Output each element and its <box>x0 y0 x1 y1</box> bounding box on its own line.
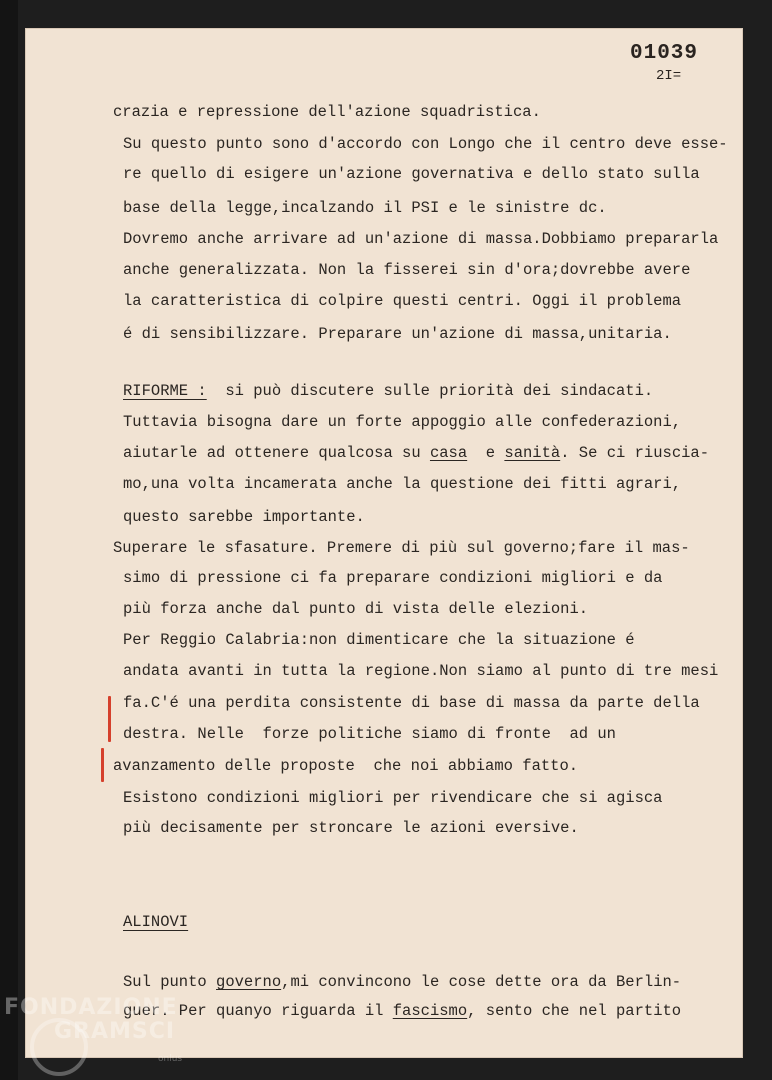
watermark-line-2: GRAMSCI <box>54 1019 176 1044</box>
text-line: Su questo punto sono d'accordo con Longo che il centro deve esse- <box>123 135 728 153</box>
margin-mark <box>108 696 111 742</box>
text-line: questo sarebbe importante. <box>123 508 365 526</box>
text-line: é di sensibilizzare. Preparare un'azione di massa,unitaria. <box>123 325 672 343</box>
text-line: più forza anche dal punto di vista delle elezioni. <box>123 600 589 618</box>
text-line: Esistono condizioni migliori per rivendicare che si agisca <box>123 789 663 807</box>
riforme-line-1 <box>123 381 653 401</box>
watermark <box>4 996 178 1044</box>
margin-mark <box>101 748 104 782</box>
text-line: anche generalizzata. Non la fisserei sin d'ora;dovrebbe avere <box>123 261 691 279</box>
watermark-line-1: FONDAZIONE <box>4 995 178 1020</box>
text-fragment: e <box>467 444 505 462</box>
text-line: la caratteristica di colpire questi centri. Oggi il problema <box>123 292 682 310</box>
underlined-fascismo: fascismo <box>392 1002 468 1020</box>
text-line: simo di pressione ci fa preparare condizioni migliori e da <box>123 569 663 587</box>
riforme-line-3 <box>123 443 709 463</box>
text-line: destra. Nelle forze politiche siamo di fronte ad un <box>123 725 616 743</box>
text-line: più decisamente per stroncare le azioni eversive. <box>123 819 579 837</box>
text-line: Tuttavia bisogna dare un forte appoggio alle confederazioni, <box>123 413 682 431</box>
alinovi-line <box>123 912 216 932</box>
underlined-governo: governo <box>216 973 282 991</box>
watermark-small: onlus <box>158 1054 183 1064</box>
text-line: mo,una volta incamerata anche la questione dei fitti agrari, <box>123 475 682 493</box>
text-line: avanzamento delle proposte che noi abbiamo fatto. <box>113 757 579 775</box>
page-number: 01039 <box>630 42 699 65</box>
riforme-text: si può discutere sulle priorità dei sindacati. <box>206 382 654 400</box>
underlined-sanita: sanità <box>504 444 561 462</box>
page-subnumber: 2I= <box>656 68 682 84</box>
alinovi-line-2 <box>123 1001 681 1021</box>
text-fragment: Sul punto <box>123 973 217 991</box>
riforme-heading: RIFORME : <box>123 382 207 400</box>
text-line: base della legge,incalzando il PSI e le sinistre dc. <box>123 199 607 217</box>
text-line: re quello di esigere un'azione governativa e dello stato sulla <box>123 165 700 183</box>
alinovi-heading: ALINOVI <box>123 913 189 931</box>
text-line: Superare le sfasature. Premere di più sul governo;fare il mas- <box>113 539 690 557</box>
text-fragment: . Se ci riuscia- <box>560 444 710 462</box>
text-line: fa.C'é una perdita consistente di base di massa da parte della <box>123 694 700 712</box>
text-line: andata avanti in tutta la regione.Non siamo al punto di tre mesi <box>123 662 719 680</box>
text-line: crazia e repressione dell'azione squadristica. <box>113 103 541 121</box>
alinovi-line-1 <box>123 972 681 992</box>
text-line: Per Reggio Calabria:non dimenticare che la situazione é <box>123 631 635 649</box>
text-fragment: aiutarle ad ottenere qualcosa su <box>123 444 430 462</box>
text-fragment: ,mi convincono le cose dette ora da Berlin- <box>281 973 682 991</box>
text-fragment: , sento che nel partito <box>467 1002 682 1020</box>
text-fragment: guer. Per quanyo riguarda il <box>123 1002 393 1020</box>
text-line: Dovremo anche arrivare ad un'azione di massa.Dobbiamo prepararla <box>123 230 719 248</box>
scan-border <box>0 0 18 1080</box>
underlined-casa: casa <box>429 444 468 462</box>
